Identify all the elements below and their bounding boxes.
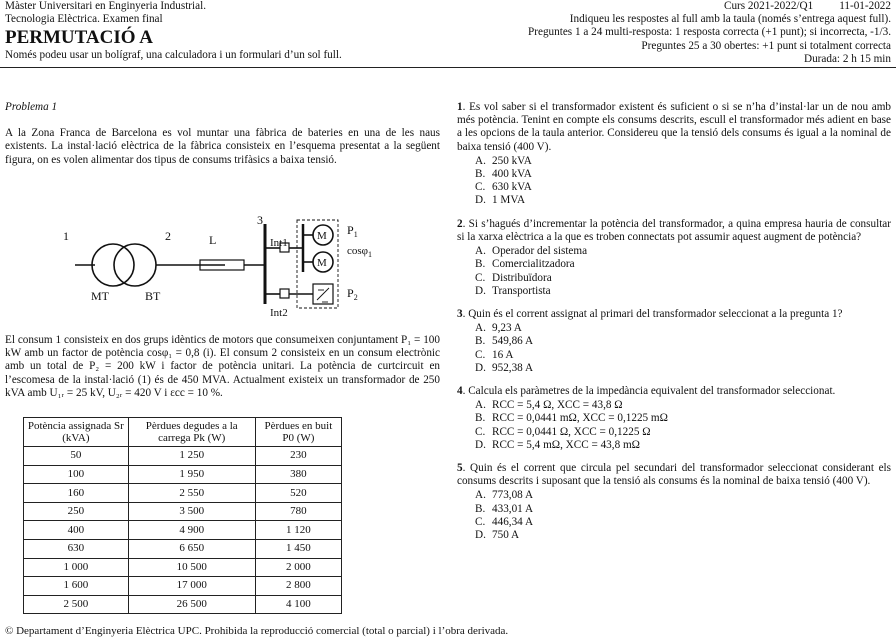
option-text: Comercialitzadora xyxy=(492,258,575,271)
option-text: 400 kVA xyxy=(492,168,532,181)
table-cell: 1 600 xyxy=(24,577,129,596)
header-note-multiple: Preguntes 1 a 24 multi-resposta: 1 resposta correcta (+1 punt); si incorrecta, -1/3. xyxy=(528,26,891,39)
answer-option xyxy=(457,399,891,412)
answer-option xyxy=(457,516,891,529)
option-text: RCC = 5,4 mΩ, XCC = 43,8 mΩ xyxy=(492,438,640,451)
option-text: 1 MVA xyxy=(492,194,526,207)
question-text: 2. Si s’hagués d’incrementar la potència del transformador, a quina empresa hauria de consultar si la xarxa elèctrica a la que es troben connectats pot assumir aquest augment de potència? xyxy=(457,217,891,243)
question-body: Quin és el corrent assignat al primari del transformador seleccionat a la pregunta 1? xyxy=(468,307,843,320)
answer-option xyxy=(457,439,891,452)
motor-2-label: M xyxy=(317,257,327,269)
col-header-noload-losses: Pèrdues en buit P0 (W) xyxy=(255,418,341,447)
bt-label: BT xyxy=(145,289,161,303)
problem-intro: A la Zona Franca de Barcelona es vol muntar una fàbrica de bateries en una de les naus existents. La instal·lació elèctrica de la fàbrica consisteix en l’esquema presentat a la següent figura, on es volen alimentar dos tipus de consums trifàsics a baixa tensió. xyxy=(5,127,440,166)
option-text: 433,01 A xyxy=(492,502,534,515)
question-text: 4. Calcula els paràmetres de la impedància equivalent del transformador seleccionat. xyxy=(457,384,836,397)
table-cell: 4 100 xyxy=(255,595,341,614)
table-cell: 2 000 xyxy=(255,558,341,577)
option-text: RCC = 0,0441 mΩ, XCC = 0,1225 mΩ xyxy=(492,412,668,425)
header-note-answers: Indiqueu les respostes al full amb la taula (només s’entrega aquest full). xyxy=(569,13,891,26)
header-divider xyxy=(0,67,896,68)
problem-description: El consum 1 consisteix en dos grups idèntics de motors que consumeixen conjuntament P₁ = 100 kW amb un factor de potència cosφ₁ = 0,8 (i). El consum 2 consisteix en un consum electrònic amb un total de P₂ = 200 kW i factor de potència unitari. La potència de curtcircuit en l’escomesa de la instal·lació (1) és de 450 MVA. Actualment existeix un transformador de 250 kVA amb U₁ᵣ = 25 kV, U₂ᵣ = 420 V i εcc = 10 %. xyxy=(5,334,440,399)
header-note-open: Preguntes 25 a 30 obertes: +1 punt si totalment correcta xyxy=(641,39,891,52)
p1-label: $P_1$ xyxy=(347,223,358,239)
option-letter: C. xyxy=(475,425,486,438)
option-letter: C. xyxy=(475,181,486,194)
question-body: Es vol saber si el transformador existent és suficient o si se n’ha d’instal·lar un de nou amb més potència. Tenint en compte els consums descrits, escull el transformador més adient en base a les opcions de la taula anterior. Considereu que la tensió dels consums és igual a la nominal de baixa tensió (400 V). xyxy=(457,101,892,153)
option-letter: A. xyxy=(475,322,486,335)
table-cell: 50 xyxy=(24,447,129,466)
table-cell: 2 550 xyxy=(128,484,255,503)
option-text: 250 kVA xyxy=(492,154,532,167)
table-cell: 160 xyxy=(24,484,129,503)
answer-option xyxy=(457,272,891,285)
table-cell: 520 xyxy=(255,484,341,503)
problem-column xyxy=(5,101,440,167)
option-text: Distribuïdora xyxy=(492,271,552,284)
option-letter: A. xyxy=(475,489,486,502)
question-text: 1. Es vol saber si el transformador existent és suficient o si se n’ha d’instal·lar un de nou amb més potència. Tenint en compte els consums descrits, escull el transformador més adient en base a les opcions de la taula anterior. Considereu que la tensió dels consums és igual a la nominal de baixa tensió (400 V). xyxy=(457,101,892,153)
answer-option xyxy=(457,335,891,348)
option-text: 9,23 A xyxy=(492,322,522,335)
header-duration: Durada: 2 h 15 min xyxy=(804,52,891,65)
table-cell: 1 120 xyxy=(255,521,341,540)
mt-label: MT xyxy=(91,289,109,303)
header-program: Màster Universitari en Enginyeria Industrial. xyxy=(5,0,207,12)
table-row xyxy=(24,502,342,521)
header-right xyxy=(528,0,891,66)
node-3-label: 3 xyxy=(257,213,263,227)
table-row xyxy=(24,484,342,503)
option-letter: B. xyxy=(475,258,486,271)
table-row xyxy=(24,595,342,614)
transformer-table xyxy=(23,417,342,614)
table-cell: 6 650 xyxy=(128,539,255,558)
option-letter: A. xyxy=(475,399,486,412)
table-cell: 10 500 xyxy=(128,558,255,577)
option-text: 446,34 A xyxy=(492,515,534,528)
question-4 xyxy=(457,385,891,452)
single-line-diagram xyxy=(55,210,385,320)
table-row xyxy=(24,465,342,484)
int2-label: Int2 xyxy=(270,307,288,319)
option-letter: C. xyxy=(475,348,486,361)
question-1 xyxy=(457,101,891,208)
answer-option xyxy=(457,194,891,207)
line-L-label: L xyxy=(209,233,217,247)
table-cell: 1 250 xyxy=(128,447,255,466)
option-letter: D. xyxy=(475,194,486,207)
option-text: 16 A xyxy=(492,348,514,361)
table-cell: 4 900 xyxy=(128,521,255,540)
option-text: 750 A xyxy=(492,529,520,542)
table-cell: 1 950 xyxy=(128,465,255,484)
answer-option xyxy=(457,181,891,194)
answer-option xyxy=(457,258,891,271)
option-text: 952,38 A xyxy=(492,361,534,374)
question-text: 3. Quin és el corrent assignat al primari del transformador seleccionat a la pregunta 1? xyxy=(457,307,843,320)
option-letter: A. xyxy=(475,154,486,167)
option-letter: C. xyxy=(475,515,486,528)
answer-option xyxy=(457,349,891,362)
col-header-load-losses: Pèrdues degudes a la carrega Pk (W) xyxy=(128,418,255,447)
question-2 xyxy=(457,218,891,298)
table-cell: 3 500 xyxy=(128,502,255,521)
option-letter: D. xyxy=(475,361,486,374)
table-cell: 2 800 xyxy=(255,577,341,596)
table-row xyxy=(24,539,342,558)
question-body: Calcula els paràmetres de la impedància equivalent del transformador seleccionat. xyxy=(468,384,836,397)
table-row xyxy=(24,558,342,577)
table-row xyxy=(24,447,342,466)
question-number: 4 xyxy=(457,384,463,397)
question-number: 1 xyxy=(457,101,463,113)
option-text: Transportista xyxy=(492,284,551,297)
footer-copyright: © Departament d’Enginyeria Elèctrica UPC. Prohibida la reproducció comercial (total o parcial) i l’obra derivada. xyxy=(5,625,509,637)
node-2-label: 2 xyxy=(165,229,171,243)
option-letter: B. xyxy=(475,412,486,425)
table-row xyxy=(24,577,342,596)
option-letter: A. xyxy=(475,245,486,258)
option-text: 549,86 A xyxy=(492,335,534,348)
question-3 xyxy=(457,308,891,375)
question-body: Quin és el corrent que circula pel secundari del transformador seleccionat considerant els consums descrits i suposant que la tensió als consums és la nominal de baixa tensió (400 V). xyxy=(457,462,891,488)
p2-label: $P_2$ xyxy=(347,286,358,302)
answer-option xyxy=(457,168,891,181)
header-subject: Tecnologia Elèctrica. Examen final xyxy=(5,13,163,25)
option-text: 773,08 A xyxy=(492,489,534,502)
problem-title: Problema 1 xyxy=(5,101,58,113)
question-body: Si s’hagués d’incrementar la potència del transformador, a quina empresa hauria de consultar si la xarxa elèctrica a la que es troben connectats pot assumir aquest augment de potència? xyxy=(457,217,891,243)
question-5 xyxy=(457,462,891,542)
option-letter: D. xyxy=(475,438,486,451)
col-header-power: Potència assignada Sr (kVA) xyxy=(24,418,129,447)
table-cell: 230 xyxy=(255,447,341,466)
exam-title: PERMUTACIÓ A xyxy=(5,27,153,48)
answer-option xyxy=(457,245,891,258)
option-text: RCC = 0,0441 Ω, XCC = 0,1225 Ω xyxy=(492,425,651,438)
option-letter: B. xyxy=(475,335,486,348)
option-letter: D. xyxy=(475,284,486,297)
option-letter: D. xyxy=(475,529,486,542)
header-course-line xyxy=(528,0,891,13)
table-cell: 780 xyxy=(255,502,341,521)
course: Curs 2021-2022/Q1 xyxy=(724,0,814,12)
answer-option xyxy=(457,322,891,335)
table-row xyxy=(24,521,342,540)
header-instructions: Només podeu usar un bolígraf, una calculadora i un formulari d’un sol full. xyxy=(5,49,342,61)
question-number: 3 xyxy=(457,307,463,320)
motor-1-label: M xyxy=(317,230,327,242)
header-left xyxy=(5,0,342,62)
table-cell: 100 xyxy=(24,465,129,484)
answer-option xyxy=(457,426,891,439)
question-text: 5. Quin és el corrent que circula pel secundari del transformador seleccionat considerant els consums descrits i suposant que la tensió als consums és la nominal de baixa tensió (400 V). xyxy=(457,462,891,488)
questions-column xyxy=(457,101,891,552)
table-cell: 630 xyxy=(24,539,129,558)
option-text: 630 kVA xyxy=(492,181,532,194)
table-cell: 250 xyxy=(24,502,129,521)
table-cell: 1 450 xyxy=(255,539,341,558)
int1-label: Int1 xyxy=(270,237,288,249)
answer-option xyxy=(457,503,891,516)
exam-date: 11-01-2022 xyxy=(839,0,891,12)
answer-option xyxy=(457,489,891,502)
option-letter: C. xyxy=(475,271,486,284)
table-cell: 400 xyxy=(24,521,129,540)
answer-option xyxy=(457,285,891,298)
table-cell: 2 500 xyxy=(24,595,129,614)
option-text: Operador del sistema xyxy=(492,245,588,258)
node-1-label: 1 xyxy=(63,229,69,243)
table-cell: 380 xyxy=(255,465,341,484)
answer-option xyxy=(457,155,891,168)
question-number: 5 xyxy=(457,462,463,474)
option-letter: B. xyxy=(475,502,486,515)
answer-option xyxy=(457,529,891,542)
answer-option xyxy=(457,362,891,375)
table-cell: 17 000 xyxy=(128,577,255,596)
option-text: RCC = 5,4 Ω, XCC = 43,8 Ω xyxy=(492,399,623,412)
table-cell: 1 000 xyxy=(24,558,129,577)
question-number: 2 xyxy=(457,217,463,230)
cosphi1-label: cosφ$_1$ xyxy=(347,245,373,259)
table-cell: 26 500 xyxy=(128,595,255,614)
answer-option xyxy=(457,412,891,425)
option-letter: B. xyxy=(475,168,486,181)
